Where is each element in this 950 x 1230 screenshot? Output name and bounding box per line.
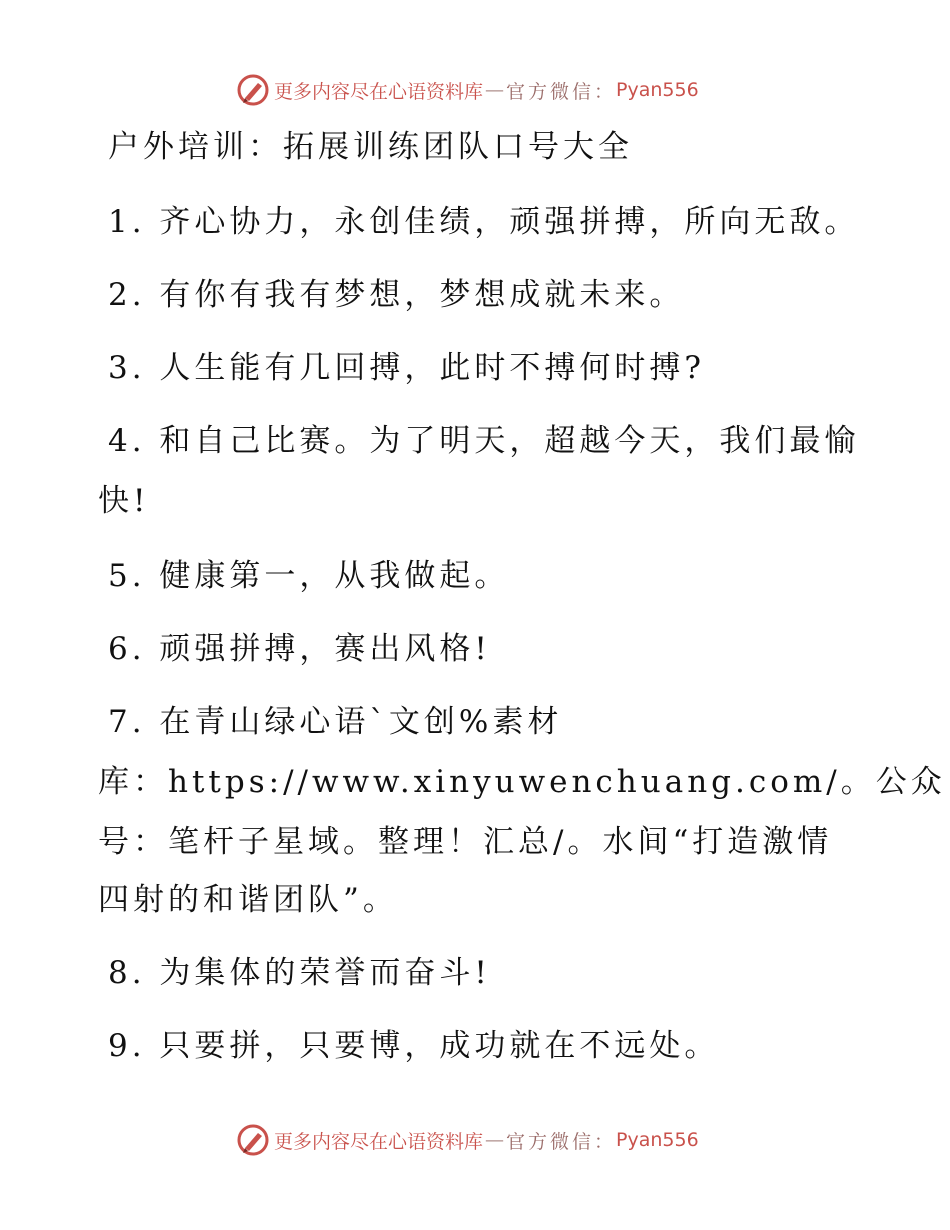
slogan-line-5: 5. 健康第一，从我做起。 — [108, 558, 510, 594]
slogan-line-4-continued: 快! — [98, 483, 150, 519]
slogan-line-7-url: 库：https://www.xinyuwenchuang.com/。公众 — [98, 764, 946, 800]
slogan-line-2: 2. 有你有我有梦想，梦想成就未来。 — [108, 277, 685, 313]
slogan-line-3: 3. 人生能有几回搏，此时不搏何时搏? — [108, 350, 706, 386]
banner-wechat-handle: Pyan556 — [616, 1129, 699, 1151]
slogan-line-9: 9. 只要拼，只要博，成功就在不远处。 — [108, 1028, 720, 1064]
banner-dash: — — [485, 79, 505, 101]
slogan-line-4: 4. 和自己比赛。为了明天，超越今天，我们最愉 — [108, 423, 860, 459]
footer-watermark-banner — [236, 1122, 699, 1158]
banner-brand-text: 更多内容尽在心语资料库 — [274, 1130, 484, 1153]
banner-wechat-handle: Pyan556 — [616, 79, 699, 101]
banner-wechat-label: 官方微信： — [506, 1130, 617, 1153]
pen-logo-icon — [236, 73, 270, 107]
slogan-line-7-continued: 号：笔杆子星域。整理！汇总/。水间“打造激情 — [98, 824, 833, 860]
banner-wechat-label: 官方微信： — [506, 80, 617, 103]
slogan-line-8: 8. 为集体的荣誉而奋斗! — [108, 955, 491, 991]
slogan-line-1: 1. 齐心协力，永创佳绩，顽强拼搏，所向无敌。 — [108, 204, 860, 240]
slogan-line-6: 6. 顽强拼搏，赛出风格! — [108, 631, 491, 667]
banner-dash: — — [485, 1129, 505, 1151]
pen-logo-icon — [236, 1123, 270, 1157]
slogan-line-7-end: 四射的和谐团队”。 — [98, 882, 398, 918]
slogan-line-7: 7. 在青山绿心语`文创%素材 — [108, 704, 563, 740]
header-watermark-banner — [236, 72, 699, 108]
document-title: 户外培训：拓展训练团队口号大全 — [108, 129, 633, 165]
banner-brand-text: 更多内容尽在心语资料库 — [274, 80, 484, 103]
